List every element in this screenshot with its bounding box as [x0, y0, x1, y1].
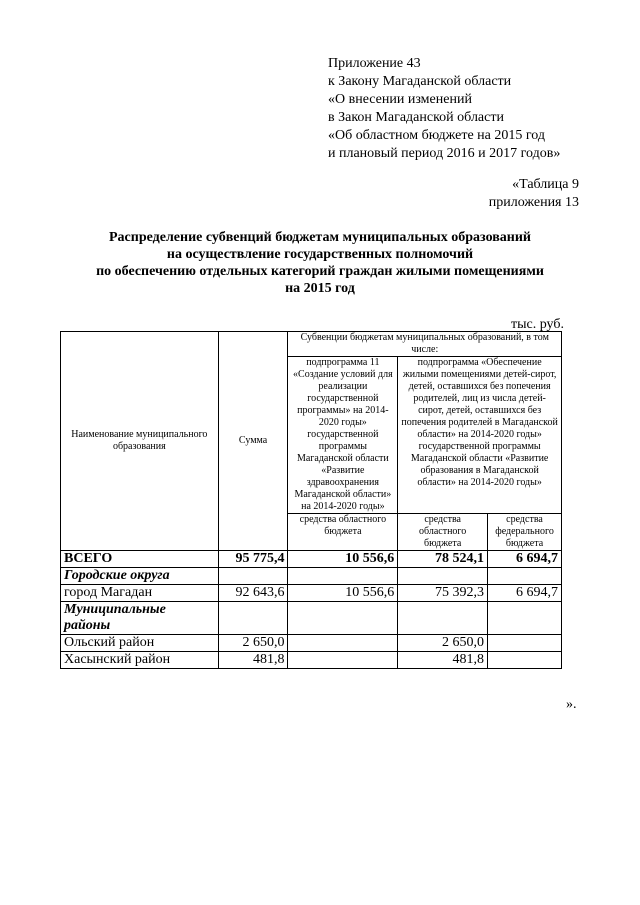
table-row	[61, 652, 562, 669]
row-sum: 95 775,4	[218, 551, 288, 568]
row-c1: 10 556,6	[288, 585, 398, 602]
row-name: ВСЕГО	[61, 551, 219, 568]
row-c1	[288, 652, 398, 669]
table-row-total	[61, 551, 562, 568]
row-c2	[398, 602, 488, 635]
appendix-header	[328, 55, 560, 163]
row-c3	[488, 602, 562, 635]
table-row	[61, 585, 562, 602]
header-sum-col: Сумма	[218, 332, 288, 551]
row-c1	[288, 602, 398, 635]
row-c3: 6 694,7	[488, 551, 562, 568]
row-c2: 75 392,3	[398, 585, 488, 602]
header-subprogram-11: подпрограмма 11 «Создание условий для реализации государственной программы» на 2014-2020 годы» государственной программы Магаданской области «Развитие здравоохранения Магаданской области» на 2014-2020 годы»	[288, 357, 398, 514]
row-c3: 6 694,7	[488, 585, 562, 602]
row-sum	[218, 568, 288, 585]
appendix-line: «Об областном бюджете на 2015 год	[328, 128, 545, 143]
table-row-section	[61, 602, 562, 635]
appendix-line: и плановый период 2016 и 2017 годов»	[328, 146, 561, 161]
row-c1: 10 556,6	[288, 551, 398, 568]
appendix-line: «О внесении изменений	[328, 92, 472, 107]
row-sum: 2 650,0	[218, 635, 288, 652]
row-name: Муниципальные районы	[61, 602, 219, 635]
header-subventions: Субвенции бюджетам муниципальных образований, в том числе:	[288, 332, 562, 357]
header-regional-budget-1: средства областного бюджета	[288, 514, 398, 551]
row-sum: 481,8	[218, 652, 288, 669]
header-name-col: Наименование муниципального образования	[61, 332, 219, 551]
header-regional-budget-2: средства областного бюджета	[398, 514, 488, 551]
row-sum: 92 643,6	[218, 585, 288, 602]
row-c1	[288, 635, 398, 652]
title-line: Распределение субвенций бюджетам муниципальных образований	[109, 230, 531, 245]
row-sum	[218, 602, 288, 635]
unit-label: тыс. руб.	[511, 317, 564, 332]
closing-quote: ».	[566, 697, 577, 712]
header-subprogram-orphans: подпрограмма «Обеспечение жилыми помещениями детей-сирот, детей, оставшихся без попечения родителей, лиц из числа детей-сирот, детей, оставшихся без попечения родителей в Магаданской области» на 2014-2020 годы» государственной программы Магаданской области «Развитие образования в Магаданской области» на 2014-2020 годы»	[398, 357, 562, 514]
table-ref-line: приложения 13	[488, 195, 579, 210]
row-c3	[488, 635, 562, 652]
row-c2: 2 650,0	[398, 635, 488, 652]
table-row-section	[61, 568, 562, 585]
row-c1	[288, 568, 398, 585]
appendix-line: к Закону Магаданской области	[328, 74, 512, 89]
title-line: на осуществление государственных полномочий	[166, 247, 474, 262]
row-c3	[488, 652, 562, 669]
row-name: город Магадан	[61, 585, 219, 602]
header-federal-budget: средства федерального бюджета	[488, 514, 562, 551]
row-name: Хасынский район	[61, 652, 219, 669]
document-title	[40, 229, 600, 297]
title-line: по обеспечению отдельных категорий граждан жилыми помещениями	[96, 264, 544, 279]
row-c2: 78 524,1	[398, 551, 488, 568]
row-c3	[488, 568, 562, 585]
subventions-table	[60, 331, 562, 669]
appendix-line: в Закон Магаданской области	[328, 110, 504, 125]
table-ref-line: «Таблица 9	[512, 177, 579, 192]
title-line: на 2015 год	[285, 281, 355, 296]
appendix-line: Приложение 43	[328, 56, 421, 71]
row-name: Ольский район	[61, 635, 219, 652]
table-reference	[489, 176, 579, 212]
table-row	[61, 635, 562, 652]
row-name: Городские округа	[61, 568, 219, 585]
row-c2	[398, 568, 488, 585]
row-c2: 481,8	[398, 652, 488, 669]
